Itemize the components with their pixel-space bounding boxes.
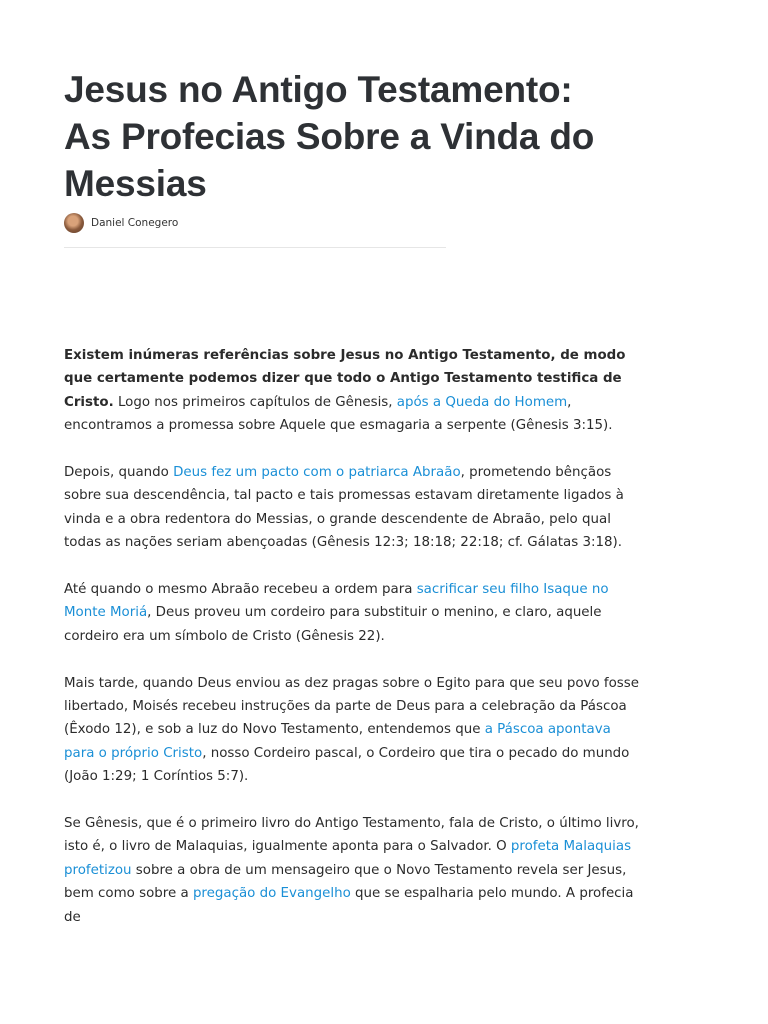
paragraph-4-text-b: , nosso Cordeiro pascal, o Cordeiro que tira o pecado do mundo (João 1:29; 1 Coríntios 5:7). [64, 745, 630, 785]
paragraph-2-text-b: , prometendo bênçãos sobre sua descendência, tal pacto e tais promessas estavam diretamente ligados à vinda e a obra redentora do Messias, o grande descendente de Abraão, pelo qual todas as nações seriam abençoadas (Gênesis 12:3; 18:18; 22:18; cf. Gálatas 3:18). [64, 465, 624, 551]
link-profeta-malaquias[interactable]: profeta Malaquias profetizou [64, 839, 632, 878]
paragraph-5-text-a: Se Gênesis, que é o primeiro livro do Antigo Testamento, fala de Cristo, o último livro, isto é, o livro de Malaquias, igualmente aponta para o Salvador. O [64, 816, 639, 855]
link-pascoa-cristo[interactable]: a Páscoa apontava para o próprio Cristo [64, 722, 611, 761]
paragraph-1-text-a: Logo nos primeiros capítulos de Gênesis, [113, 394, 397, 410]
title-line-2: As Profecias Sobre a Vinda do [64, 116, 595, 157]
paragraph-1 [64, 344, 644, 438]
link-pacto-abraao[interactable]: Deus fez um pacto com o patriarca Abraão [173, 465, 461, 481]
article-body [64, 344, 644, 952]
link-queda-do-homem[interactable]: após a Queda do Homem [396, 394, 568, 410]
author-name[interactable]: Daniel Conegero [91, 217, 179, 229]
paragraph-3-text-a: Até quando o mesmo Abraão recebeu a ordem para [64, 582, 417, 598]
link-pregacao-evangelho[interactable]: pregação do Evangelho [192, 886, 351, 902]
paragraph-5-text-c: que se espalharia pelo mundo. A profecia de [64, 886, 634, 925]
title-line-1: Jesus no Antigo Testamento: [64, 69, 573, 110]
link-sacrificar-isaque[interactable]: sacrificar seu filho Isaque no Monte Moriá [64, 582, 609, 621]
paragraph-1-bold: Existem inúmeras referências sobre Jesus no Antigo Testamento, de modo que certamente podemos dizer que todo o Antigo Testamento testifica de Cristo. [64, 348, 626, 410]
paragraph-5-text-b: sobre a obra de um mensageiro que o Novo Testamento revela ser Jesus, bem como sobre a [64, 862, 627, 902]
paragraph-5 [64, 812, 644, 929]
paragraph-3-text-b: , Deus proveu um cordeiro para substituir o menino, e claro, aquele cordeiro era um símbolo de Cristo (Gênesis 22). [64, 605, 602, 644]
paragraph-3 [64, 578, 644, 648]
paragraph-2 [64, 461, 644, 555]
paragraph-4 [64, 672, 644, 789]
paragraph-2-text-a: Depois, quando [64, 465, 174, 481]
title-divider [64, 247, 446, 248]
paragraph-1-text-b: , encontramos a promessa sobre Aquele que esmagaria a serpente (Gênesis 3:15). [64, 394, 613, 434]
author-avatar[interactable] [64, 213, 84, 233]
paragraph-4-text-a: Mais tarde, quando Deus enviou as dez pragas sobre o Egito para que seu povo fosse libertado, Moisés recebeu instruções da parte de Deus para a celebração da Páscoa (Êxodo 12), e sob a luz do Novo Testamento, entendemos que [64, 675, 639, 738]
title-line-3: Messias [64, 163, 207, 204]
author-byline [64, 213, 178, 233]
article-title [64, 66, 664, 207]
